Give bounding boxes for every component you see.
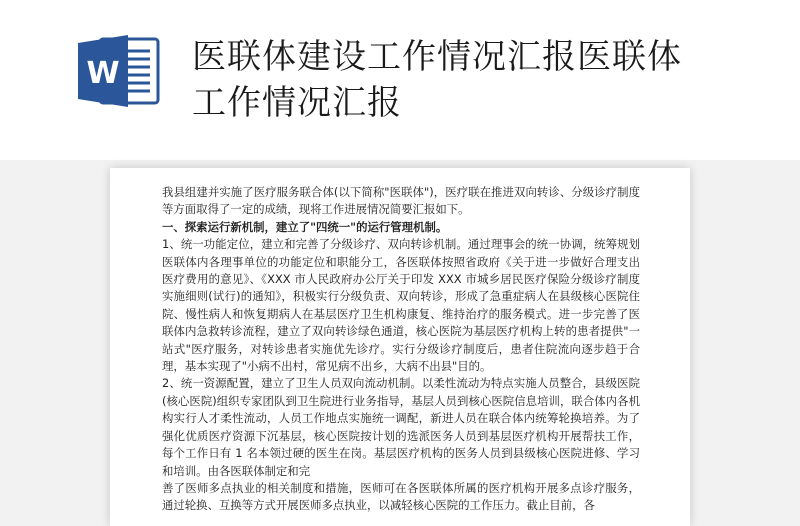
word-icon xyxy=(76,33,162,109)
paragraph-intro: 我县组建并实施了医疗服务联合体(以下简称"医联体")，医疗联在推进双向转诊、分级诊疗制度等方面取得了一定的成绩，现将工作进展情况简要汇报如下。 xyxy=(162,185,640,217)
word-icon-letter: W xyxy=(86,56,120,91)
paragraph-item-2: 2、统一资源配置，建立了卫生人员双向流动机制。以柔性流动为特点实施人员整合，县级医院(核心医院)组织专家团队到卫生院进行业务指导，基层人员到核心医院信息培训，联合体内各机构实行人才柔性流动，人员工作地点实施统一调配，新进人员在联合体内统筹轮换培养。为了强化优质医疗资源下沉基层，核心医院按计划的选派医务人员到基层医疗机构开展帮扶工作，每个工作日有 1 名本领过硬的医生在岗。基层医疗机构的医务人员到县级核心医院进修、学习和培训。由各医联体制定和完 xyxy=(162,376,640,478)
document-page xyxy=(110,168,690,526)
document-title-line-1: 医联体建设工作情况汇报医联体 xyxy=(192,37,682,77)
document-body xyxy=(162,184,640,515)
paragraph-continued: 善了医师多点执业的相关制度和措施，医师可在各医联体所属的医疗机构开展多点诊疗服务，通过轮换、互换等方式开展医师多点执业，以减轻核心医院的工作压力。截止目前，各 xyxy=(162,480,640,513)
document-header xyxy=(0,0,800,160)
document-title xyxy=(192,34,762,126)
paragraph-item-1: 1、统一功能定位，建立和完善了分级诊疗、双向转诊机制。通过理事会的统一协调，统筹规划医联体内各理事单位的功能定位和职能分工，各医联体按照省政府《关于进一步做好合理支出医疗费用的意见》、《XXX 市人民政府办公厅关于印发 XXX 市城乡居民医疗保险分级诊疗制度实施细则(试行)的通知》，积极实行分级负责、双向转诊，形成了急重症病人在县级核心医院住院、慢性病人和恢复期病人在基层医疗卫生机构康复、维持治疗的服务模式。进一步完善了医联体内急救转诊流程，建立了双向转诊绿色通道，核心医院为基层医疗机构上转的患者提供"一站式"医疗服务，对转诊患者实施优先诊疗。实行分级诊疗制度后，患者住院流向逐步趋于合理，基本实现了"小病不出村，常见病不出乡，大病不出县"目的。 xyxy=(162,237,640,374)
document-title-line-2: 工作情况汇报 xyxy=(192,83,402,123)
section-heading: 一、探索运行新机制，建立了"四统一"的运行管理机制。 xyxy=(162,219,448,234)
